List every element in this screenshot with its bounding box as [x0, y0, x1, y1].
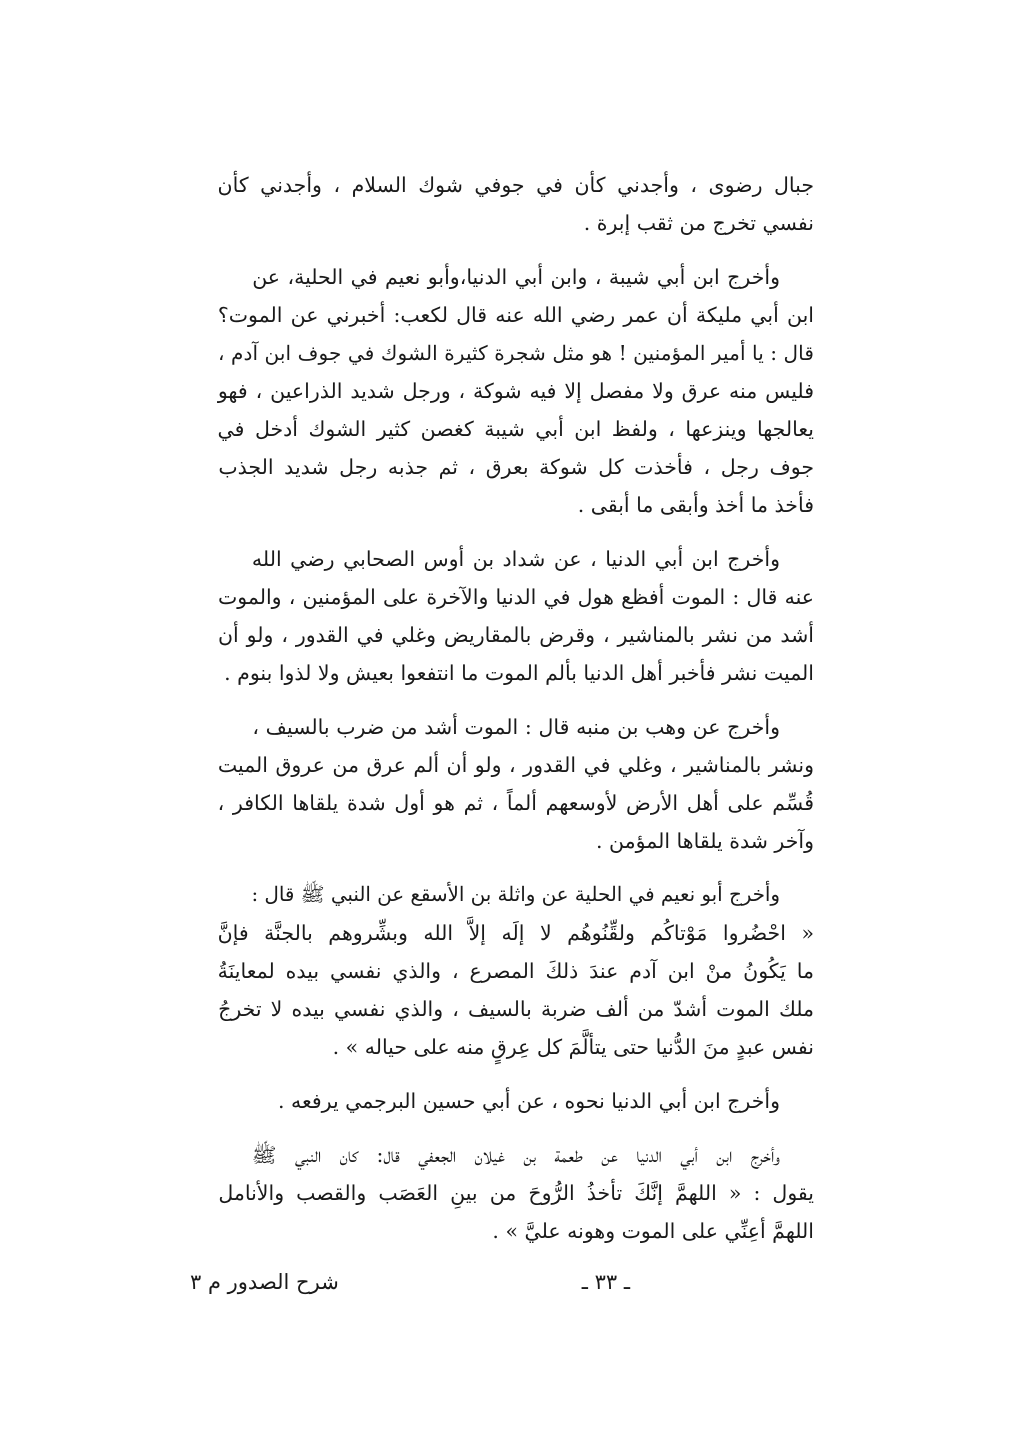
text-line: قال : يا أمير المؤمنين ! هو مثل شجرة كثيرة الشوك في جوف ابن آدم ، — [218, 341, 814, 365]
text-line: نفس عبدٍ منَ الدُّنيا حتى يتألَّمَ كل عِرقٍ منه على حياله » . — [332, 1035, 814, 1059]
text-line: وأخرج ابن أبي شيبة ، وابن أبي الدنيا،وأبو نعيم في الحلية، عن — [252, 265, 780, 289]
text-line: جبال رضوى ، وأجدني كأن في جوفي شوك السلام ، وأجدني كأن — [217, 173, 814, 197]
text-line: ابن أبي مليكة أن عمر رضي الله عنه قال لكعب: أخبرني عن الموت؟ — [217, 303, 814, 327]
text-line: اللهمَّ أعِنِّي على الموت وهونه عليَّ » . — [492, 1219, 814, 1243]
text-line: وأخرج عن وهب بن منبه قال : الموت أشد من ضرب بالسيف ، — [252, 715, 780, 739]
text-line: يعالجها وينزعها ، ولفظ ابن أبي شيبة كغصن كثير الشوك أدخل في — [217, 417, 814, 441]
page-footer — [190, 1270, 630, 1310]
text-line: فأخذ ما أخذ وأبقى ما أبقى . — [577, 493, 814, 517]
text-line: وآخر شدة يلقاها المؤمن . — [596, 829, 814, 853]
text-line: جوف رجل ، فأخذت كل شوكة بعرق ، ثم جذبه رجل شديد الجذب — [218, 455, 814, 479]
paragraph — [218, 876, 814, 1066]
text-line: وأخرج ابن أبي الدنيا نحوه ، عن أبي حسين البرجمي يرفعه . — [277, 1089, 780, 1113]
text-line: عنه قال : الموت أفظع هول في الدنيا والآخرة على المؤمنين ، والموت — [217, 585, 814, 609]
page-number: ـ ٣٣ ـ — [581, 1270, 630, 1294]
text-line: أشد من نشر بالمناشير ، وقرض بالمقاريض وغلي في القدور ، ولو أن — [217, 623, 814, 647]
text-line: ما يَكُونُ منْ ابن آدم عندَ ذلكَ المصرع ، والذي نفسي بيده لمعاينَةُ — [217, 959, 814, 983]
text-line: وأخرج أبو نعيم في الحلية عن واثلة بن الأسقع عن النبي ﷺ قال : — [251, 883, 780, 906]
text-line: قُسِّم على أهل الأرض لأوسعهم ألماً ، ثم هو أول شدة يلقاها الكافر ، — [217, 791, 814, 815]
paragraph — [218, 1082, 814, 1120]
text-line: يقول : « اللهمَّ إنَّكَ تأخذُ الرُّوحَ من بينِ العَصَب والقصب والأنامل — [218, 1181, 814, 1205]
paragraph — [218, 708, 814, 860]
text-line: ونشر بالمناشير ، وغلي في القدور ، ولو أن ألم عرق من عروق الميت — [217, 753, 814, 777]
paragraph — [218, 258, 814, 524]
text-line: نفسي تخرج من ثقب إبرة . — [583, 211, 814, 235]
text-line: فليس منه عرق ولا مفصل إلا فيه شوكة ، ورجل شديد الذراعين ، فهو — [217, 379, 814, 403]
text-line: الميت نشر فأخبر أهل الدنيا بألم الموت ما انتفعوا بعيش ولا لذوا بنوم . — [224, 661, 814, 685]
text-line: ملك الموت أشدّ من ألف ضربة بالسيف ، والذي نفسي بيده لا تخرجُ — [218, 997, 814, 1021]
text-line: وأخرج ابن أبي الدنيا عن طعمة بن غيلان الجعفي قال: كان النبي ﷺ — [251, 1143, 780, 1167]
text-line: وأخرج ابن أبي الدنيا ، عن شداد بن أوس الصحابي رضي الله — [251, 547, 780, 571]
text-line: « احْضُروا مَوْتاكُم ولقِّنُوهُم لا إلَه إلاَّ الله وبشِّروهم بالجنَّة فإنَّ — [217, 921, 814, 945]
page-body — [218, 166, 814, 1250]
paragraph — [218, 540, 814, 692]
paragraph — [218, 1136, 814, 1250]
paragraph — [218, 166, 814, 242]
book-signature: شرح الصدور م ٣ — [190, 1270, 339, 1294]
